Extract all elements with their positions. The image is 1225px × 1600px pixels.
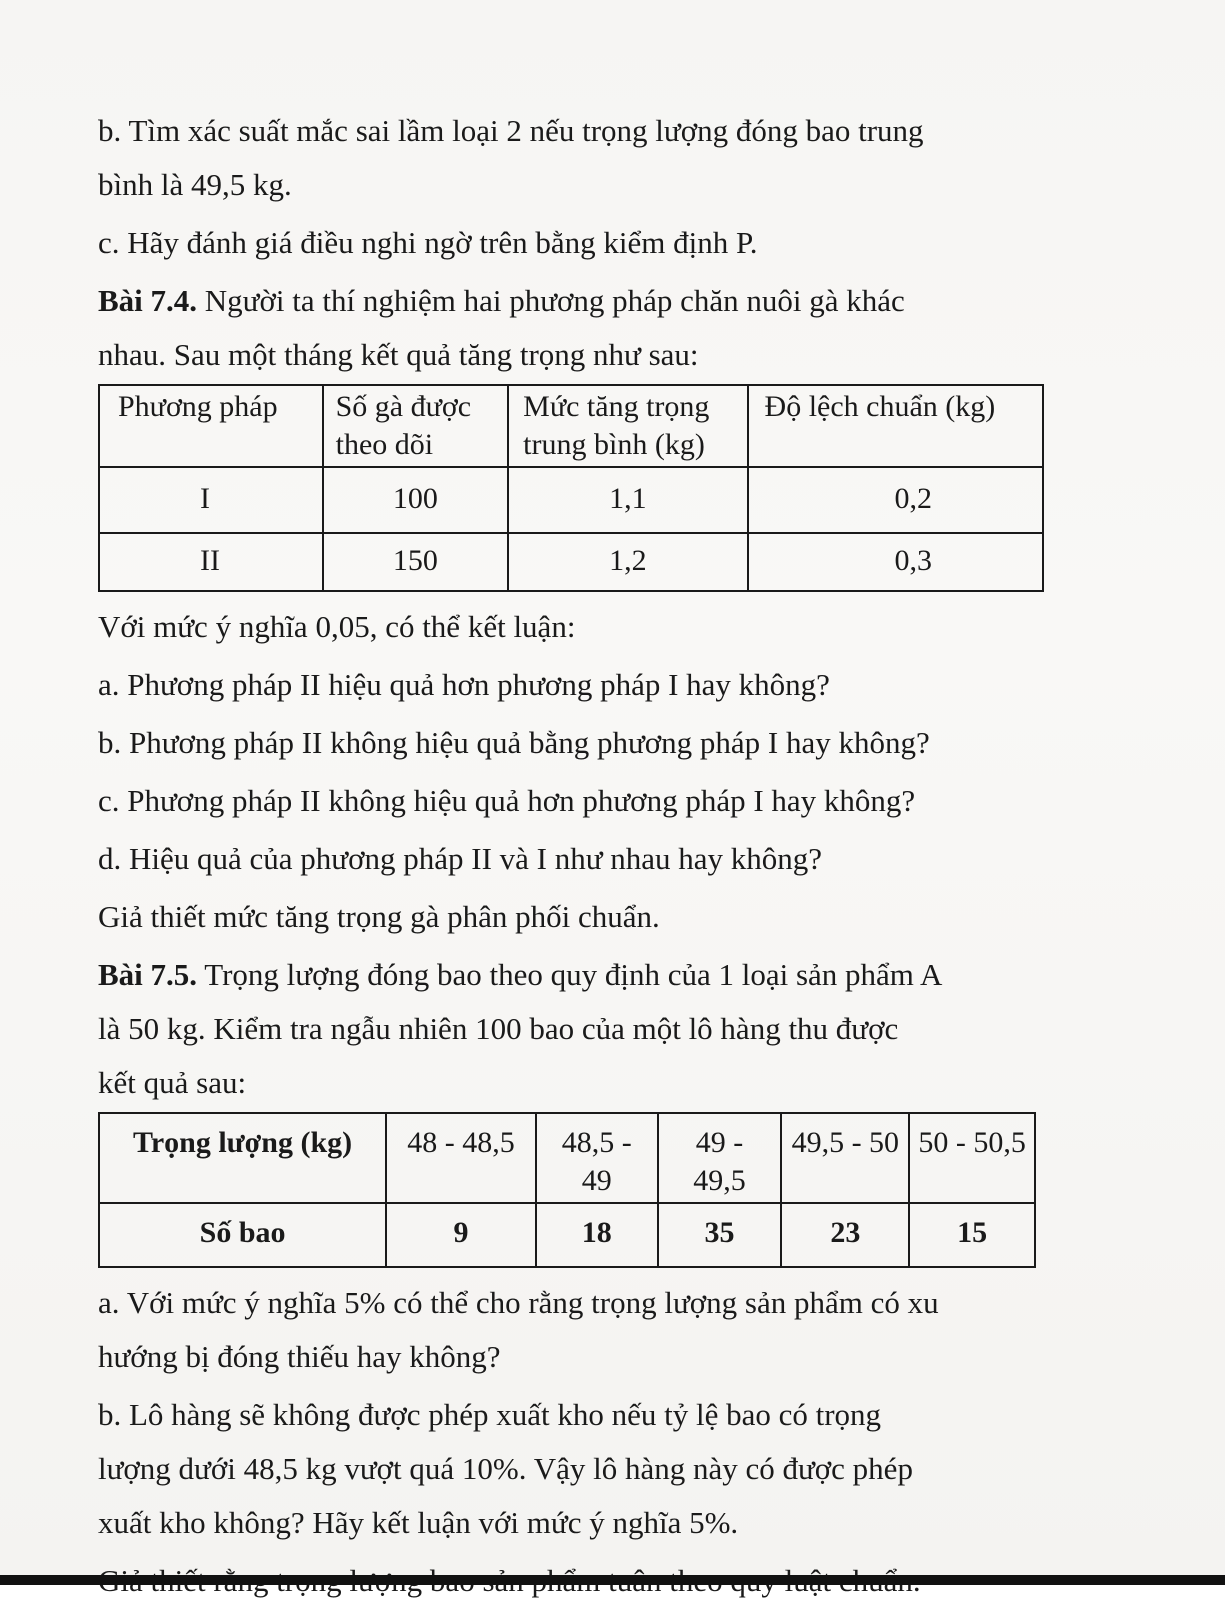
header-cell: Phương pháp xyxy=(99,385,323,467)
table-cell: 0,2 xyxy=(748,467,1043,533)
exercise-7-4-title: Bài 7.4. xyxy=(98,283,198,318)
interval-cell: 48,5 - 49 xyxy=(536,1113,658,1203)
exercise-7-5-line1 xyxy=(98,956,1044,994)
count-cell: 9 xyxy=(386,1203,536,1267)
count-cell: 23 xyxy=(781,1203,909,1267)
interval-cell: 50 - 50,5 xyxy=(909,1113,1035,1203)
significance-intro: Với mức ý nghĩa 0,05, có thể kết luận: xyxy=(98,609,576,644)
count-cell: 35 xyxy=(658,1203,782,1267)
assumption-normal: Giả thiết mức tăng trọng gà phân phối chuẩn. xyxy=(98,899,660,934)
exercise-7-5-line2: là 50 kg. Kiểm tra ngẫu nhiên 100 bao của một lô hàng thu được xyxy=(98,1011,899,1046)
exercise-7-5-title: Bài 7.5. xyxy=(98,957,198,992)
interval-cell: 48 - 48,5 xyxy=(386,1113,536,1203)
part-b-line3: xuất kho không? Hãy kết luận với mức ý nghĩa 5%. xyxy=(98,1505,739,1540)
part-a-line2: hướng bị đóng thiếu hay không? xyxy=(98,1339,501,1374)
header-cell: Độ lệch chuẩn (kg) xyxy=(748,385,1043,467)
exercise-7-5-line3: kết quả sau: xyxy=(98,1065,247,1100)
table-row xyxy=(99,1203,1035,1267)
header-cell: Số gà được theo dõi xyxy=(323,385,509,467)
part-b-line1: b. Lô hàng sẽ không được phép xuất kho nếu tỷ lệ bao có trọng xyxy=(98,1397,882,1432)
exercise-7-4-text: Người ta thí nghiệm hai phương pháp chăn nuôi gà khác xyxy=(197,283,905,318)
question-c: c. Hãy đánh giá điều nghi ngờ trên bằng kiểm định P. xyxy=(98,225,758,260)
exercise-7-5-text: Trọng lượng đóng bao theo quy định của 1 loại sản phẩm A xyxy=(197,957,943,992)
count-cell: 18 xyxy=(536,1203,658,1267)
part-b-line2: lượng dưới 48,5 kg vượt quá 10%. Vậy lô hàng này có được phép xyxy=(98,1451,913,1486)
table-row xyxy=(99,533,1043,591)
table-cell: 1,2 xyxy=(508,533,747,591)
table-cell: II xyxy=(99,533,323,591)
question-d: d. Hiệu quả của phương pháp II và I như nhau hay không? xyxy=(98,841,823,876)
count-cell: 15 xyxy=(909,1203,1035,1267)
question-b-line1: b. Tìm xác suất mắc sai lầm loại 2 nếu trọng lượng đóng bao trung xyxy=(98,113,924,148)
table-cell: 100 xyxy=(323,467,509,533)
part-a-line1: a. Với mức ý nghĩa 5% có thể cho rằng trọng lượng sản phẩm có xu xyxy=(98,1285,939,1320)
question-a: a. Phương pháp II hiệu quả hơn phương pháp I hay không? xyxy=(98,667,830,702)
page-content xyxy=(98,112,1044,1600)
question-b-line2: bình là 49,5 kg. xyxy=(98,167,292,202)
table-cell: I xyxy=(99,467,323,533)
interval-cell: 49 - 49,5 xyxy=(658,1113,782,1203)
bag-weight-table xyxy=(98,1112,1036,1268)
count-label-cell: Số bao xyxy=(99,1203,386,1267)
table-cell: 1,1 xyxy=(508,467,747,533)
scan-edge xyxy=(0,1575,1225,1585)
exercise-7-4-line2: nhau. Sau một tháng kết quả tăng trọng như sau: xyxy=(98,337,699,372)
table-header-row xyxy=(99,1113,1035,1203)
header-cell: Mức tăng trọng trung bình (kg) xyxy=(508,385,747,467)
chicken-method-table xyxy=(98,384,1044,592)
exercise-7-4-line1 xyxy=(98,282,1044,320)
table-cell: 0,3 xyxy=(748,533,1043,591)
question-c-2: c. Phương pháp II không hiệu quả hơn phương pháp I hay không? xyxy=(98,783,916,818)
weight-label-cell: Trọng lượng (kg) xyxy=(99,1113,386,1203)
interval-cell: 49,5 - 50 xyxy=(781,1113,909,1203)
question-b: b. Phương pháp II không hiệu quả bằng phương pháp I hay không? xyxy=(98,725,930,760)
table-cell: 150 xyxy=(323,533,509,591)
table-header-row xyxy=(99,385,1043,467)
table-row xyxy=(99,467,1043,533)
